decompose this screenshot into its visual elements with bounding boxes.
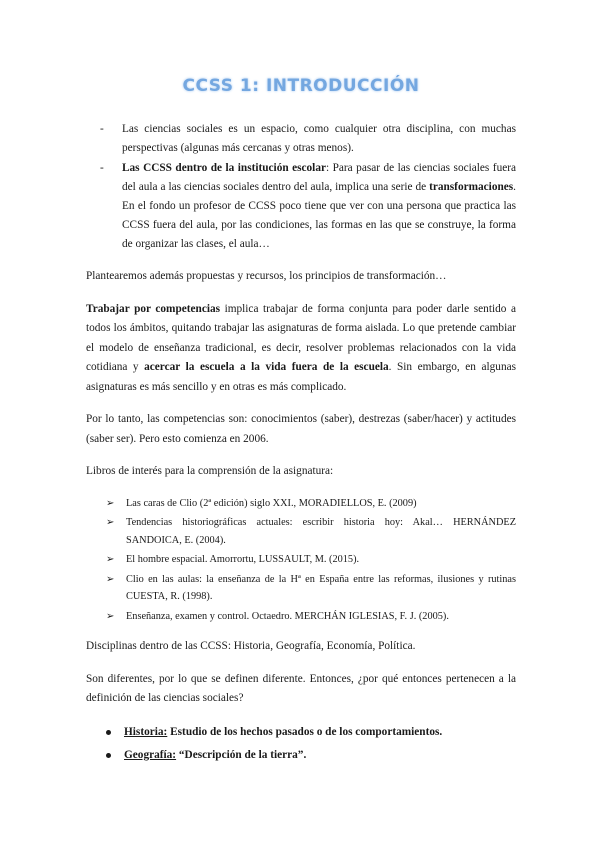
paragraph-competencias-types: Por lo tanto, las competencias son: conocimientos (saber), destrezas (saber/hacer) y actitudes (saber ser). Pero esto comienza en 2006. <box>86 413 516 445</box>
book-item <box>106 495 516 513</box>
intro-item <box>100 120 516 158</box>
book-text: Las caras de Clio (2ª edición) siglo XXI., MORADIELLOS, E. (2009) <box>126 497 417 509</box>
book-text: Tendencias historiográficas actuales: escribir historia hoy: Akal… HERNÁNDEZ SANDOICA, E. (2004). <box>126 517 516 546</box>
book-text: El hombre espacial. Amorrortu, LUSSAULT, M. (2015). <box>126 554 360 565</box>
discipline-definition: “Descripción de la tierra”. <box>176 748 307 761</box>
arrow-bullet-icon: ➢ <box>106 573 115 585</box>
book-item <box>106 608 516 626</box>
competencias-bold-phrase: acercar la escuela a la vida fuera de la escuela <box>144 361 389 373</box>
book-item <box>106 514 516 549</box>
arrow-bullet-icon: ➢ <box>106 610 115 622</box>
competencias-text: implica trabajar de forma conjunta para poder darle sentido a todos los ámbitos, quitando trabajar las asignaturas de forma aislada. Lo que pretende cambiar el modelo de enseñanza tradicional, es decir, resolver problemas relacionados con la vida cotidiana y <box>86 302 516 373</box>
books-list <box>86 495 516 626</box>
discipline-term: Geografía: <box>124 748 177 761</box>
intro-item-text: Las ciencias sociales es un espacio, como cualquier otra disciplina, con muchas perspectivas (algunas más cercanas y otras menos). <box>122 123 516 154</box>
intro-item-text: : Para pasar de las ciencias sociales fuera del aula a las ciencias sociales dentro del aula, implica una serie de <box>122 162 517 193</box>
page-title: CCSS 1: INTRODUCCIÓN <box>182 76 420 96</box>
arrow-bullet-icon: ➢ <box>106 554 115 565</box>
paragraph-competencias <box>86 300 516 398</box>
intro-item-text: . En el fondo un profesor de CCSS poco tiene que ver con una persona que practica las CCSS fuera del aula, por las condiciones, las formas en las que se construye, la forma de organizar las clases, el aula… <box>122 181 516 250</box>
paragraph-disciplines: Disciplinas dentro de las CCSS: Historia, Geografía, Economía, Política. <box>86 640 416 652</box>
intro-item-bold-term: transformaciones <box>429 181 514 193</box>
book-text: Enseñanza, examen y control. Octaedro. MERCHÁN IGLESIAS, F. J. (2005). <box>126 610 449 622</box>
discipline-item <box>104 722 516 743</box>
discipline-item <box>104 745 516 766</box>
discipline-definition: Estudio de los hechos pasados o de los comportamientos. <box>167 725 443 738</box>
competencias-bold-lead: Trabajar por competencias <box>86 302 221 315</box>
arrow-bullet-icon: ➢ <box>106 517 115 528</box>
disciplines-list <box>86 722 516 766</box>
intro-item <box>100 159 516 254</box>
paragraph-principles: Plantearemos además propuestas y recursos, los principios de transformación… <box>86 270 447 282</box>
book-item <box>106 571 516 606</box>
arrow-bullet-icon: ➢ <box>106 497 115 509</box>
book-text: Clio en las aulas: la enseñanza de la Hª en España entre las reformas, ilusiones y rutinas CUESTA, R. (1998). <box>126 573 516 602</box>
intro-item-bold-lead: Las CCSS dentro de la institución escolar <box>122 162 326 174</box>
book-item <box>106 551 516 569</box>
paragraph-books-intro: Libros de interés para la comprensión de la asignatura: <box>86 465 334 477</box>
competencias-text: . Sin embargo, en algunas asignaturas es más sencillo y en otras es más complicado. <box>86 361 516 393</box>
intro-list <box>86 120 516 254</box>
paragraph-question: Son diferentes, por lo que se definen diferente. Entonces, ¿por qué entonces pertenecen a la definición de las ciencias sociales? <box>86 672 516 704</box>
discipline-term: Historia: <box>124 725 168 738</box>
